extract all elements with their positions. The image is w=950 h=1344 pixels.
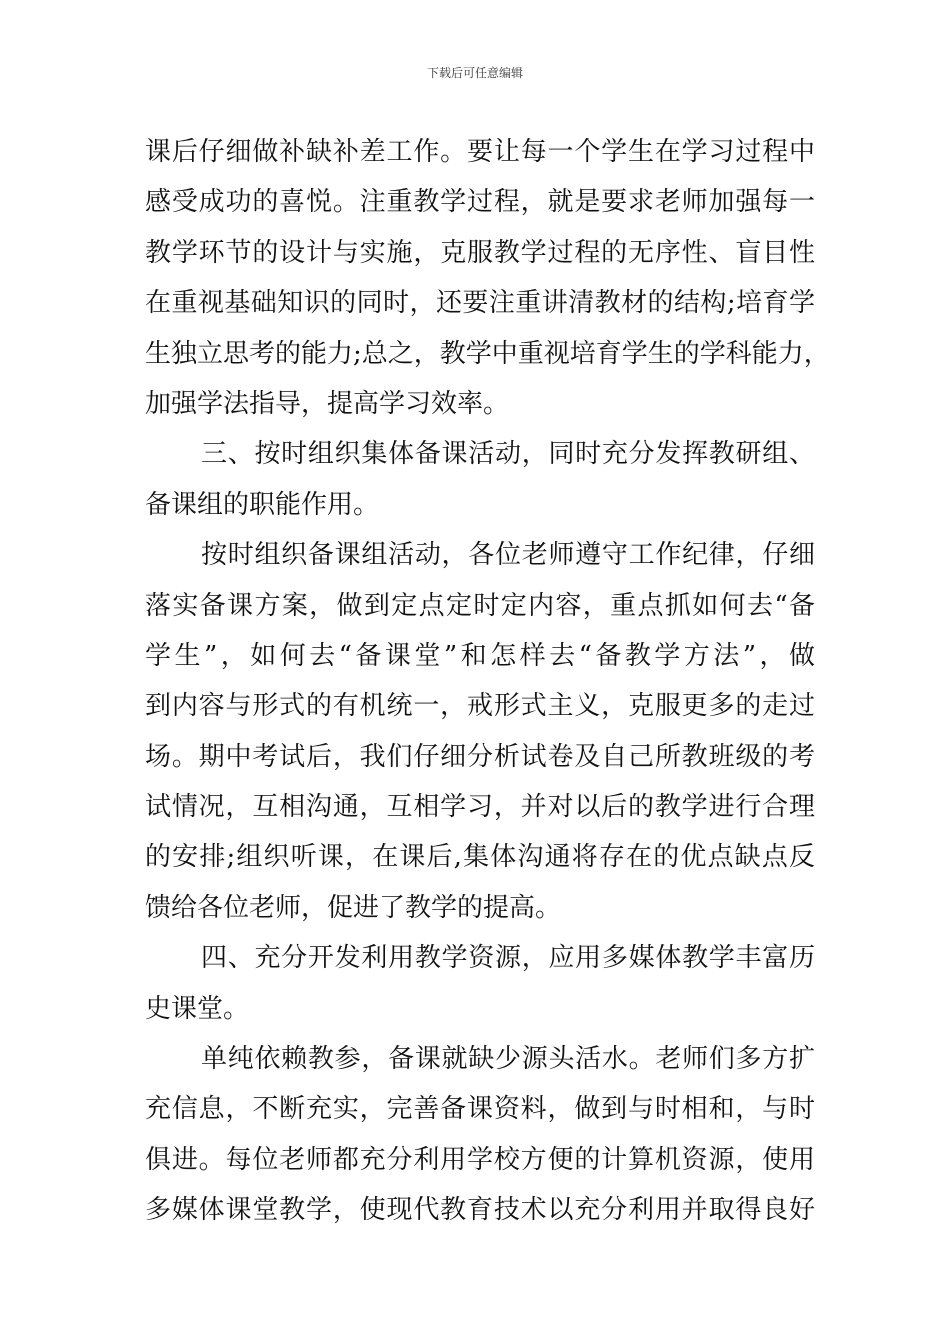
text-line: 单纯依赖教参，备课就缺少源头活水。老师们多方扩 (201, 1044, 815, 1075)
text-line: 场。期中考试后，我们仔细分析试卷及自己所教班级的考 (145, 741, 815, 772)
text-line: 试情况，互相沟通，互相学习，并对以后的教学进行合理 (145, 792, 815, 823)
text-line: 到内容与形式的有机统一，戒形式主义，克服更多的走过 (145, 691, 815, 722)
text-line: 在重视基础知识的同时，还要注重讲清教材的结构;培育学 (145, 288, 815, 319)
text-line: 俱进。每位老师都充分利用学校方便的计算机资源，使用 (145, 1144, 815, 1175)
text-line: 四、充分开发利用教学资源，应用多媒体教学丰富历 (201, 943, 815, 974)
text-line: 充信息，不断充实，完善备课资料，做到与时相和，与时 (145, 1094, 815, 1125)
text-line: 教学环节的设计与实施，克服教学过程的无序性、盲目性 (145, 237, 815, 268)
text-line: 感受成功的喜悦。注重教学过程，就是要求老师加强每一 (145, 187, 815, 218)
text-line: 馈给各位老师，促进了教学的提高。 (145, 892, 562, 923)
page-header: 下载后可任意编辑 (426, 66, 523, 80)
document-body (145, 127, 830, 1236)
text-line: 落实备课方案，做到定点定时定内容，重点抓如何去“备 (145, 590, 815, 621)
text-line: 三、按时组织集体备课活动，同时充分发挥教研组、 (201, 439, 815, 470)
text-line: 多媒体课堂教学，使现代教育技术以充分利用并取得良好 (145, 1195, 815, 1226)
text-line: 生独立思考的能力;总之，教学中重视培育学生的学科能力， (145, 338, 830, 369)
text-line: 按时组织备课组活动，各位老师遵守工作纪律，仔细 (201, 540, 815, 571)
text-line: 课后仔细做补缺补差工作。要让每一个学生在学习过程中 (145, 137, 815, 167)
text-line: 学生”，如何去“备课堂”和怎样去“备教学方法”，做 (145, 640, 815, 671)
text-line: 史课堂。 (145, 993, 250, 1024)
text-line: 加强学法指导，提高学习效率。 (145, 388, 510, 419)
text-line: 备课组的职能作用。 (145, 489, 380, 520)
text-line: 的安排;组织听课，在课后,集体沟通将存在的优点缺点反 (145, 842, 815, 873)
